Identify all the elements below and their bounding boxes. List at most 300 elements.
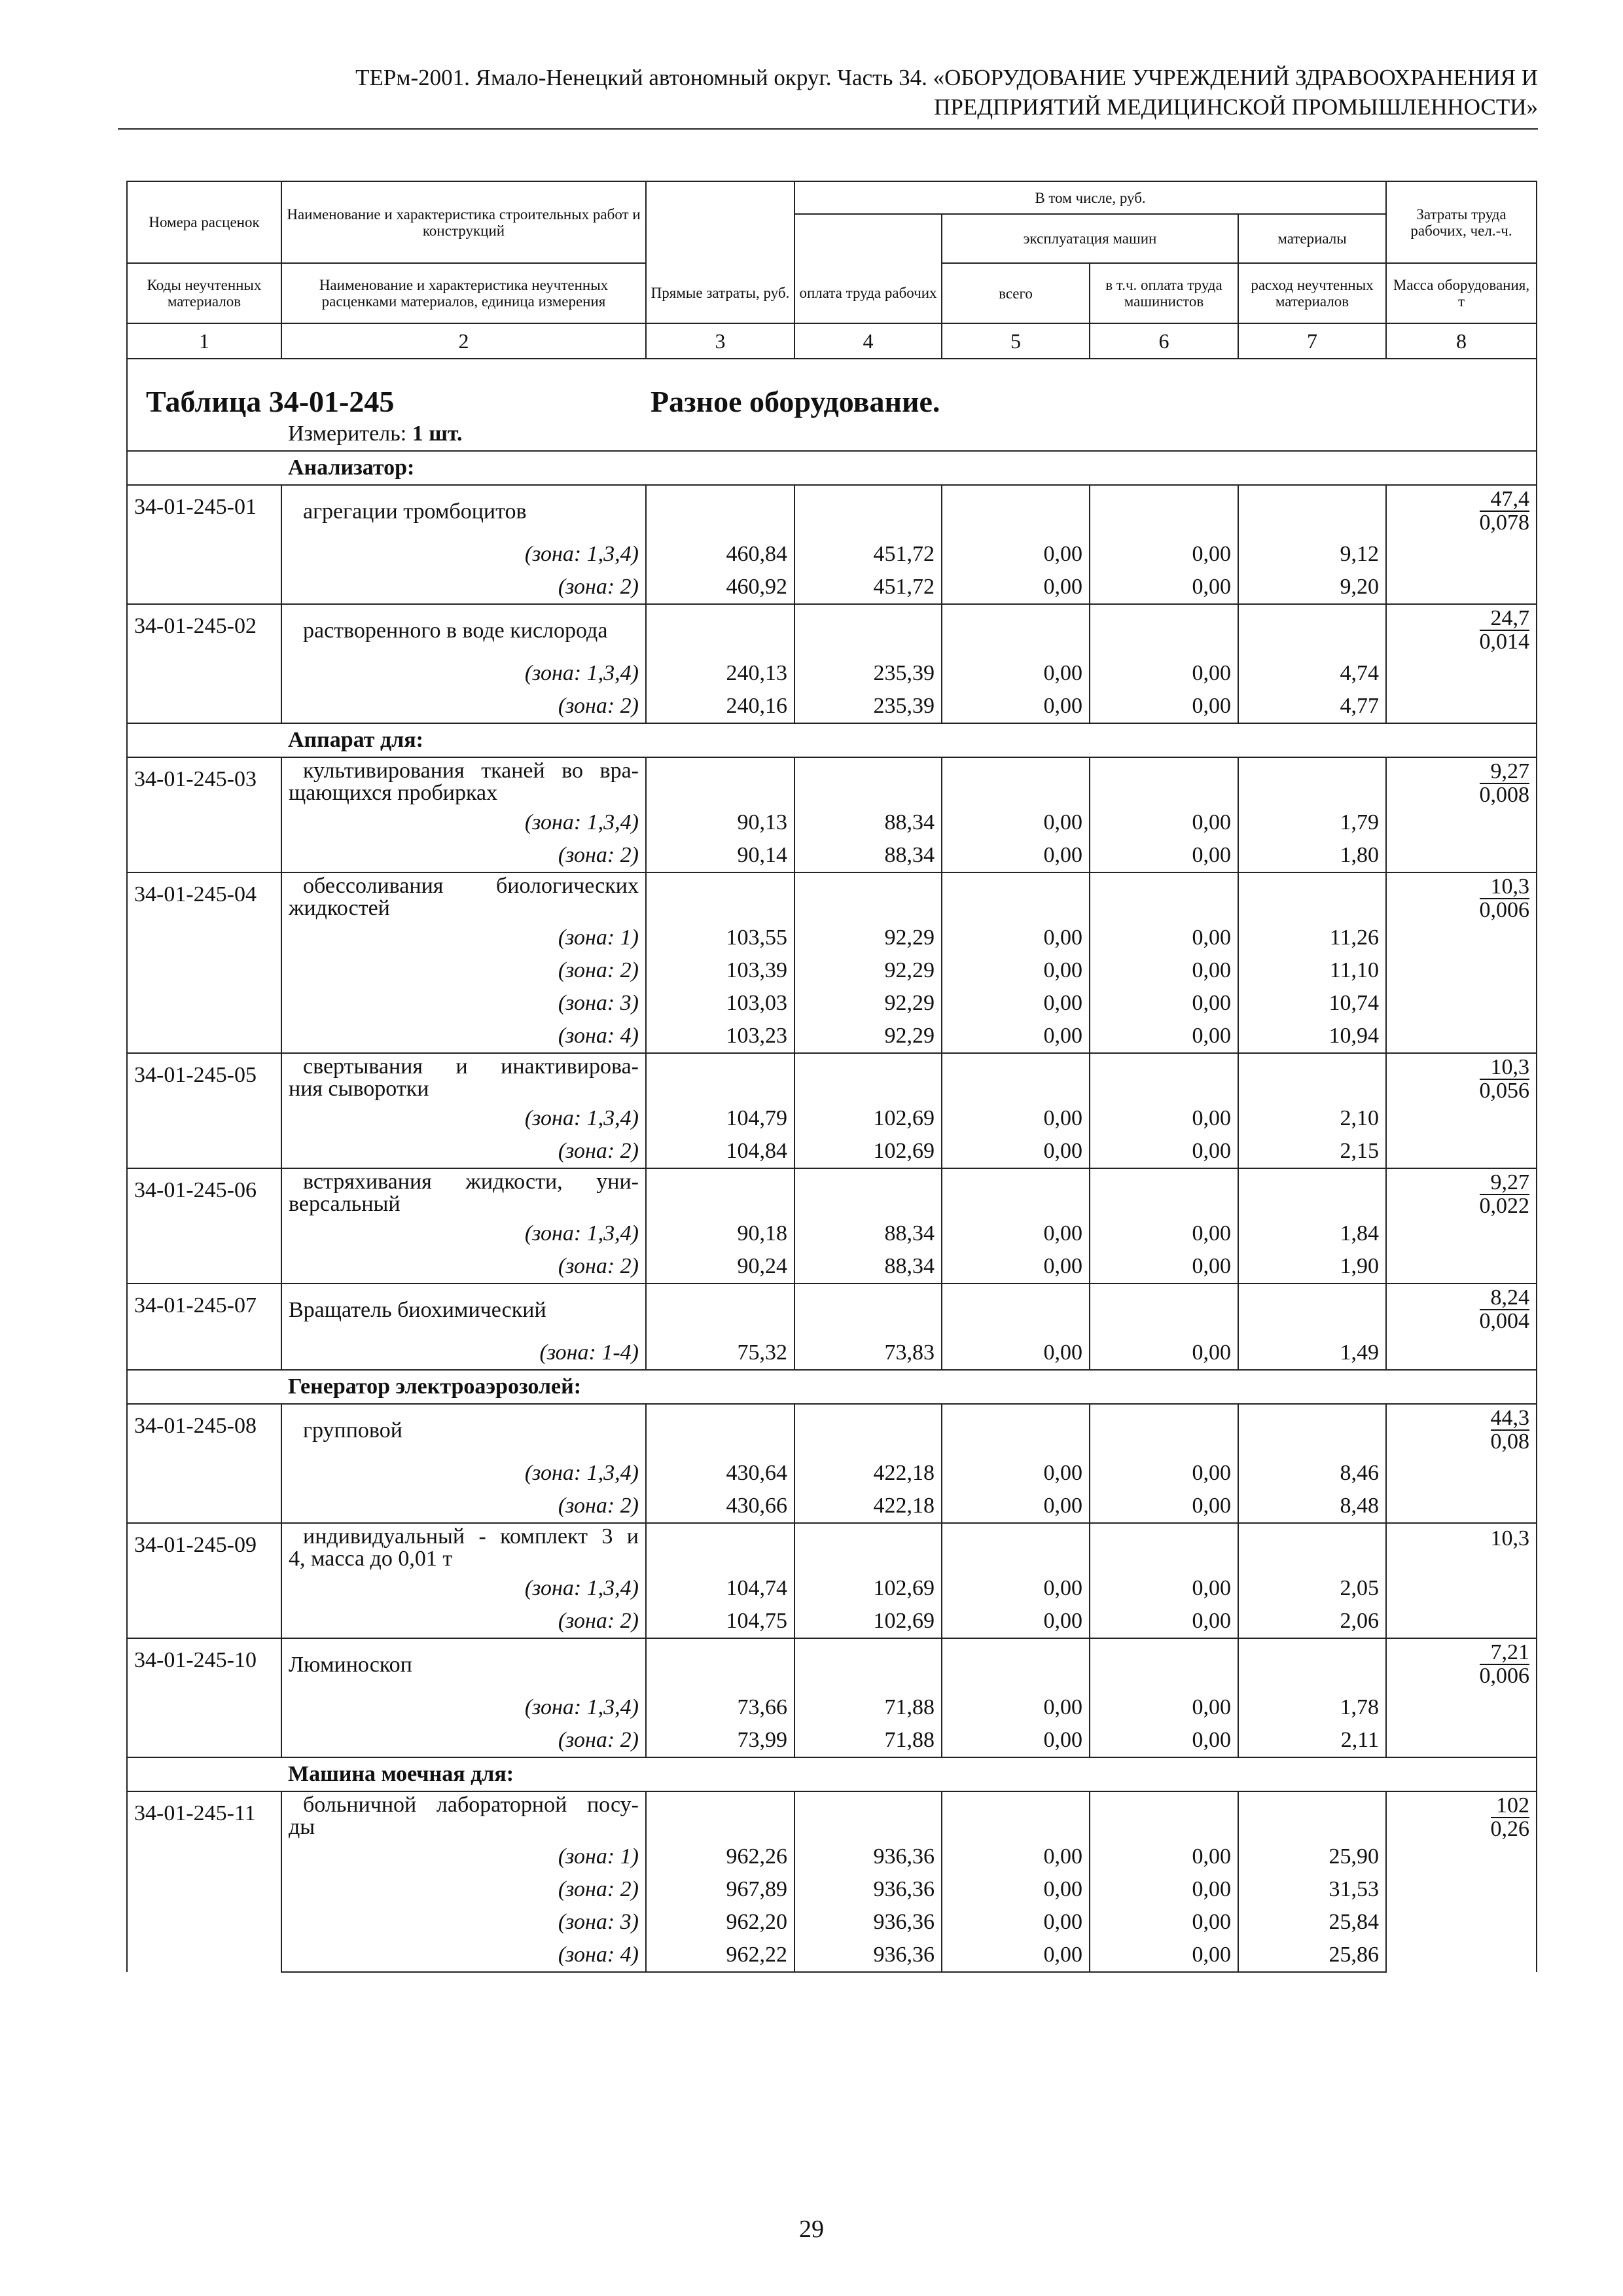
equipment-mass: 0,26	[1490, 1817, 1530, 1841]
value-direct: 90,14	[646, 839, 794, 872]
rate-code: 34-01-245-08	[127, 1404, 281, 1523]
labor-mass-cell	[1386, 1523, 1537, 1638]
value-mat: 9,12	[1238, 538, 1386, 571]
rate-code: 34-01-245-04	[127, 872, 281, 1053]
unit-label: Измеритель:	[288, 422, 407, 446]
value-mach-pay: 0,00	[1090, 690, 1238, 723]
value-direct: 104,84	[646, 1135, 794, 1168]
value-mat: 25,84	[1238, 1906, 1386, 1939]
column-index-cell: 8	[1386, 323, 1537, 359]
zone-row	[127, 987, 1537, 1020]
value-pay: 92,29	[794, 1020, 942, 1053]
zone-row	[127, 922, 1537, 954]
value-pay: 102,69	[794, 1135, 942, 1168]
section-label: Машина моечная для:	[281, 1757, 1537, 1791]
equipment-mass: 0,08	[1490, 1429, 1530, 1454]
labor-mass-cell	[1386, 1638, 1537, 1757]
zone-row	[127, 1873, 1537, 1906]
rates-table-wrapper	[126, 181, 1536, 1973]
value-mach: 0,00	[942, 571, 1090, 604]
rate-name-line: Вращатель биохимический	[289, 1298, 546, 1322]
zone-row	[127, 1217, 1537, 1250]
value-mach: 0,00	[942, 538, 1090, 571]
rate-name	[281, 1053, 646, 1102]
column-index-row	[127, 323, 1537, 359]
value-mat: 8,48	[1238, 1490, 1386, 1523]
rate-code: 34-01-245-05	[127, 1053, 281, 1168]
rate-name	[281, 1168, 646, 1217]
value-direct: 962,26	[646, 1840, 794, 1873]
value-pay: 92,29	[794, 922, 942, 954]
zone-row	[127, 1691, 1537, 1724]
value-direct: 73,99	[646, 1724, 794, 1757]
value-mach: 0,00	[942, 1490, 1090, 1523]
zone-label: (зона: 2)	[281, 839, 646, 872]
equipment-mass: 0,004	[1479, 1309, 1530, 1333]
labor-mass-cell	[1386, 604, 1537, 723]
equipment-mass: 0,014	[1479, 630, 1530, 654]
column-index-cell: 3	[646, 323, 794, 359]
value-mat: 8,46	[1238, 1457, 1386, 1490]
section-label: Генератор электроаэрозолей:	[281, 1370, 1537, 1404]
value-mach-pay: 0,00	[1090, 1336, 1238, 1370]
rate-row	[127, 1283, 1537, 1336]
labor-mass-cell	[1386, 1053, 1537, 1168]
labor-mass-fraction	[1480, 607, 1530, 653]
zone-row	[127, 690, 1537, 723]
equipment-mass: 0,006	[1479, 1664, 1530, 1688]
col-machines-total: всего	[942, 263, 1090, 323]
value-pay: 88,34	[794, 1250, 942, 1283]
value-pay: 88,34	[794, 806, 942, 839]
column-index-cell: 4	[794, 323, 942, 359]
value-mach: 0,00	[942, 1939, 1090, 1972]
value-direct: 240,16	[646, 690, 794, 723]
labor-mass-fraction	[1480, 1172, 1530, 1217]
zone-label: (зона: 2)	[281, 1605, 646, 1638]
value-mach: 0,00	[942, 1336, 1090, 1370]
value-mach-pay: 0,00	[1090, 1490, 1238, 1523]
labor-hours: 10,3	[1490, 1526, 1530, 1551]
zone-row	[127, 1457, 1537, 1490]
labor-mass-fraction	[1491, 1795, 1530, 1840]
value-mach: 0,00	[942, 839, 1090, 872]
labor-hours: 10,3	[1480, 876, 1530, 899]
rate-code: 34-01-245-11	[127, 1791, 281, 1972]
value-mach-pay: 0,00	[1090, 1939, 1238, 1972]
value-direct: 967,89	[646, 1873, 794, 1906]
value-direct: 90,24	[646, 1250, 794, 1283]
value-pay: 235,39	[794, 690, 942, 723]
labor-mass-fraction	[1480, 488, 1530, 534]
value-pay: 102,69	[794, 1572, 942, 1605]
zone-row	[127, 806, 1537, 839]
value-pay: 73,83	[794, 1336, 942, 1370]
col-work-name: Наименование и характеристика строительных работ и конструкций	[281, 181, 646, 263]
value-mach: 0,00	[942, 1217, 1090, 1250]
labor-mass-fraction	[1480, 1641, 1530, 1687]
rate-code: 34-01-245-01	[127, 485, 281, 604]
value-mach: 0,00	[942, 1691, 1090, 1724]
zone-label: (зона: 1,3,4)	[281, 1572, 646, 1605]
page-number: 29	[799, 2215, 824, 2243]
value-mat: 31,53	[1238, 1873, 1386, 1906]
zone-row	[127, 1336, 1537, 1370]
value-mat: 11,10	[1238, 954, 1386, 987]
value-direct: 90,18	[646, 1217, 794, 1250]
rate-name	[281, 1523, 646, 1572]
value-mach-pay: 0,00	[1090, 839, 1238, 872]
table-name: Разное оборудование.	[651, 385, 940, 418]
value-mach-pay: 0,00	[1090, 1020, 1238, 1053]
zone-row	[127, 571, 1537, 604]
unit-row	[127, 418, 1537, 451]
value-direct: 103,55	[646, 922, 794, 954]
zone-row	[127, 1250, 1537, 1283]
table-title: Таблица 34-01-245	[146, 385, 395, 418]
value-pay: 451,72	[794, 538, 942, 571]
zone-row	[127, 1020, 1537, 1053]
zone-label: (зона: 3)	[281, 1906, 646, 1939]
value-direct: 430,66	[646, 1490, 794, 1523]
section-row	[127, 451, 1537, 485]
zone-label: (зона: 1,3,4)	[281, 1691, 646, 1724]
value-mat: 1,49	[1238, 1336, 1386, 1370]
col-labor: Затраты труда рабочих, чел.-ч.	[1386, 181, 1537, 263]
labor-mass-cell	[1386, 1283, 1537, 1370]
value-pay: 936,36	[794, 1906, 942, 1939]
value-mat: 4,77	[1238, 690, 1386, 723]
rate-code: 34-01-245-03	[127, 757, 281, 872]
value-pay: 936,36	[794, 1840, 942, 1873]
value-mach-pay: 0,00	[1090, 1457, 1238, 1490]
value-pay: 422,18	[794, 1457, 942, 1490]
value-mach: 0,00	[942, 1572, 1090, 1605]
equipment-mass: 0,006	[1479, 898, 1530, 922]
rate-row	[127, 485, 1537, 538]
value-direct: 962,20	[646, 1906, 794, 1939]
zone-row	[127, 954, 1537, 987]
rate-name-line: жидкостей	[289, 896, 390, 920]
table-body	[127, 359, 1537, 1972]
zone-label: (зона: 1-4)	[281, 1336, 646, 1370]
labor-hours: 24,7	[1480, 607, 1530, 631]
value-mat: 25,86	[1238, 1939, 1386, 1972]
header-line-2: ПРЕДПРИЯТИЙ МЕДИЦИНСКОЙ ПРОМЫШЛЕННОСТИ»	[934, 94, 1538, 120]
zone-label: (зона: 2)	[281, 1724, 646, 1757]
rate-name-line: версальный	[289, 1192, 401, 1216]
zone-label: (зона: 4)	[281, 1939, 646, 1972]
value-mach-pay: 0,00	[1090, 1102, 1238, 1135]
value-mach: 0,00	[942, 1840, 1090, 1873]
rate-name	[281, 1283, 646, 1336]
zone-row	[127, 1102, 1537, 1135]
rate-name-line: свертывания и инактивирова-	[303, 1054, 639, 1079]
running-header	[118, 63, 1538, 130]
value-mach: 0,00	[942, 1605, 1090, 1638]
value-pay: 88,34	[794, 1217, 942, 1250]
col-machinist-pay: в т.ч. оплата труда машинистов	[1090, 263, 1238, 323]
labor-mass-fraction	[1480, 761, 1530, 806]
value-mat: 25,90	[1238, 1840, 1386, 1873]
col-rate-numbers: Номера расценок	[127, 181, 281, 263]
zone-row	[127, 538, 1537, 571]
rate-code: 34-01-245-06	[127, 1168, 281, 1283]
value-mach: 0,00	[942, 1724, 1090, 1757]
labor-hours: 9,27	[1480, 761, 1530, 784]
labor-hours: 44,3	[1490, 1406, 1530, 1430]
value-mach-pay: 0,00	[1090, 1135, 1238, 1168]
labor-mass-cell	[1386, 485, 1537, 604]
rate-row	[127, 1791, 1537, 1840]
value-pay: 92,29	[794, 954, 942, 987]
value-mach: 0,00	[942, 1020, 1090, 1053]
value-mach-pay: 0,00	[1090, 571, 1238, 604]
value-mat: 1,84	[1238, 1217, 1386, 1250]
zone-row	[127, 657, 1537, 690]
value-mach: 0,00	[942, 1457, 1090, 1490]
rate-name-line: Люминоскоп	[289, 1653, 412, 1677]
value-mat: 2,15	[1238, 1135, 1386, 1168]
value-mach-pay: 0,00	[1090, 806, 1238, 839]
value-pay: 71,88	[794, 1724, 942, 1757]
rate-name	[281, 872, 646, 922]
value-direct: 460,84	[646, 538, 794, 571]
value-mach: 0,00	[942, 1873, 1090, 1906]
labor-hours: 8,24	[1480, 1287, 1530, 1310]
value-direct: 103,39	[646, 954, 794, 987]
value-mach-pay: 0,00	[1090, 987, 1238, 1020]
value-mach-pay: 0,00	[1090, 1572, 1238, 1605]
section-label: Аппарат для:	[281, 723, 1537, 757]
rate-name-line: 4, масса до 0,01 т	[289, 1547, 453, 1571]
equipment-mass: 0,008	[1479, 783, 1530, 807]
value-mach-pay: 0,00	[1090, 1840, 1238, 1873]
column-index-cell: 5	[942, 323, 1090, 359]
value-mach: 0,00	[942, 657, 1090, 690]
rate-code: 34-01-245-07	[127, 1283, 281, 1370]
value-mat: 10,74	[1238, 987, 1386, 1020]
labor-mass-cell	[1386, 1404, 1537, 1523]
column-index-cell: 7	[1238, 323, 1386, 359]
rate-name-line: обессоливания биологических	[303, 874, 639, 898]
labor-hours: 7,21	[1480, 1641, 1530, 1665]
value-mach-pay: 0,00	[1090, 1605, 1238, 1638]
col-worker-pay: оплата труда рабочих	[794, 263, 942, 323]
labor-hours: 102	[1491, 1795, 1530, 1818]
rate-name-line: ды	[289, 1815, 315, 1839]
labor-mass-fraction	[1491, 1528, 1530, 1550]
value-mach: 0,00	[942, 987, 1090, 1020]
rate-name	[281, 604, 646, 657]
rate-name-line: ния сыворотки	[289, 1077, 429, 1101]
col-materials: материалы	[1238, 214, 1386, 263]
value-pay: 88,34	[794, 839, 942, 872]
column-index-cell: 2	[281, 323, 646, 359]
value-direct: 104,74	[646, 1572, 794, 1605]
table-header	[127, 181, 1537, 359]
zone-label: (зона: 3)	[281, 987, 646, 1020]
rate-name-line: агрегации тромбоцитов	[303, 499, 527, 524]
value-mach-pay: 0,00	[1090, 1691, 1238, 1724]
col-mass: Масса оборудования, т	[1386, 263, 1537, 323]
zone-label: (зона: 2)	[281, 1873, 646, 1906]
value-mach: 0,00	[942, 1250, 1090, 1283]
rate-name	[281, 1638, 646, 1691]
value-mat: 1,80	[1238, 839, 1386, 872]
value-pay: 102,69	[794, 1605, 942, 1638]
rate-code: 34-01-245-09	[127, 1523, 281, 1638]
labor-mass-fraction	[1480, 1287, 1530, 1333]
value-mach: 0,00	[942, 1135, 1090, 1168]
zone-row	[127, 1605, 1537, 1638]
rate-row	[127, 757, 1537, 806]
section-row	[127, 723, 1537, 757]
col-incl: В том числе, руб.	[794, 181, 1386, 214]
labor-hours: 10,3	[1480, 1056, 1530, 1080]
zone-label: (зона: 2)	[281, 690, 646, 723]
value-direct: 240,13	[646, 657, 794, 690]
labor-mass-fraction	[1480, 876, 1530, 922]
col-material-name: Наименование и характеристика неучтенных расценками материалов, единица измерения	[281, 263, 646, 323]
rate-name-line: щающихся пробирках	[289, 781, 498, 805]
rate-name	[281, 485, 646, 538]
unit-value: 1 шт.	[412, 422, 463, 446]
rate-row	[127, 1404, 1537, 1457]
value-mach-pay: 0,00	[1090, 1873, 1238, 1906]
rate-row	[127, 604, 1537, 657]
value-mat: 2,11	[1238, 1724, 1386, 1757]
value-mat: 2,10	[1238, 1102, 1386, 1135]
zone-row	[127, 1939, 1537, 1972]
value-mat: 9,20	[1238, 571, 1386, 604]
value-mat: 10,94	[1238, 1020, 1386, 1053]
value-pay: 451,72	[794, 571, 942, 604]
equipment-mass: 0,022	[1479, 1194, 1530, 1218]
equipment-mass: 0,056	[1479, 1079, 1530, 1103]
rate-name-line: групповой	[303, 1418, 402, 1443]
zone-row	[127, 1490, 1537, 1523]
column-index-cell: 1	[127, 323, 281, 359]
col-machines: эксплуатация машин	[942, 214, 1238, 263]
zone-label: (зона: 2)	[281, 1490, 646, 1523]
value-pay: 102,69	[794, 1102, 942, 1135]
rate-name	[281, 1791, 646, 1840]
labor-mass-fraction	[1480, 1056, 1530, 1102]
value-pay: 936,36	[794, 1939, 942, 1972]
value-mat: 1,78	[1238, 1691, 1386, 1724]
zone-label: (зона: 2)	[281, 1135, 646, 1168]
rate-name-line: больничной лабораторной посу-	[303, 1793, 639, 1817]
rate-name	[281, 757, 646, 806]
header-line-1: ТЕРм-2001. Ямало-Ненецкий автономный округ. Часть 34. «ОБОРУДОВАНИЕ УЧРЕЖДЕНИЙ ЗДРАВООХРАНЕНИЯ И	[355, 65, 1538, 90]
value-mat: 4,74	[1238, 657, 1386, 690]
zone-row	[127, 1135, 1537, 1168]
value-pay: 235,39	[794, 657, 942, 690]
value-mach: 0,00	[942, 1102, 1090, 1135]
labor-hours: 47,4	[1480, 488, 1530, 512]
value-pay: 71,88	[794, 1691, 942, 1724]
value-mach: 0,00	[942, 690, 1090, 723]
section-row	[127, 1370, 1537, 1404]
labor-hours: 9,27	[1480, 1172, 1530, 1195]
value-mach: 0,00	[942, 1906, 1090, 1939]
zone-label: (зона: 2)	[281, 954, 646, 987]
value-mach-pay: 0,00	[1090, 1724, 1238, 1757]
zone-label: (зона: 1,3,4)	[281, 657, 646, 690]
section-row	[127, 1757, 1537, 1791]
value-mat: 1,90	[1238, 1250, 1386, 1283]
value-mach-pay: 0,00	[1090, 922, 1238, 954]
value-pay: 936,36	[794, 1873, 942, 1906]
rate-name	[281, 1404, 646, 1457]
zone-label: (зона: 1,3,4)	[281, 806, 646, 839]
value-mach-pay: 0,00	[1090, 1906, 1238, 1939]
value-mach-pay: 0,00	[1090, 538, 1238, 571]
rate-code: 34-01-245-02	[127, 604, 281, 723]
rate-name-line: индивидуальный - комплект 3 и	[303, 1524, 639, 1549]
value-mach-pay: 0,00	[1090, 657, 1238, 690]
value-direct: 104,75	[646, 1605, 794, 1638]
zone-row	[127, 1724, 1537, 1757]
value-mat: 2,06	[1238, 1605, 1386, 1638]
rate-name-line: встряхивания жидкости, уни-	[303, 1170, 639, 1194]
value-direct: 104,79	[646, 1102, 794, 1135]
rate-row	[127, 1638, 1537, 1691]
table-title-row	[127, 359, 1537, 418]
rate-row	[127, 1523, 1537, 1572]
rates-table	[126, 181, 1537, 1973]
rate-row	[127, 1168, 1537, 1217]
zone-label: (зона: 2)	[281, 571, 646, 604]
zone-row	[127, 839, 1537, 872]
zone-label: (зона: 1)	[281, 922, 646, 954]
value-direct: 75,32	[646, 1336, 794, 1370]
labor-mass-cell	[1386, 1168, 1537, 1283]
zone-label: (зона: 2)	[281, 1250, 646, 1283]
zone-label: (зона: 1,3,4)	[281, 1217, 646, 1250]
value-direct: 90,13	[646, 806, 794, 839]
labor-mass-cell	[1386, 757, 1537, 872]
zone-label: (зона: 1,3,4)	[281, 1102, 646, 1135]
col-material-consumption: расход неучтенных материалов	[1238, 263, 1386, 323]
equipment-mass: 0,078	[1479, 511, 1530, 535]
value-mat: 2,05	[1238, 1572, 1386, 1605]
section-label: Анализатор:	[281, 451, 1537, 485]
value-direct: 962,22	[646, 1939, 794, 1972]
labor-mass-cell	[1386, 872, 1537, 1053]
value-mach-pay: 0,00	[1090, 954, 1238, 987]
rate-code: 34-01-245-10	[127, 1638, 281, 1757]
value-direct: 103,23	[646, 1020, 794, 1053]
rate-row	[127, 872, 1537, 922]
zone-label: (зона: 1)	[281, 1840, 646, 1873]
zone-row	[127, 1572, 1537, 1605]
value-mach: 0,00	[942, 806, 1090, 839]
rate-row	[127, 1053, 1537, 1102]
value-direct: 103,03	[646, 987, 794, 1020]
value-mach-pay: 0,00	[1090, 1217, 1238, 1250]
labor-mass-fraction	[1491, 1407, 1530, 1453]
value-pay: 422,18	[794, 1490, 942, 1523]
zone-row	[127, 1840, 1537, 1873]
value-direct: 460,92	[646, 571, 794, 604]
zone-label: (зона: 4)	[281, 1020, 646, 1053]
labor-mass-cell	[1386, 1791, 1537, 1972]
rate-name-line: растворенного в воде кислорода	[303, 619, 608, 643]
zone-row	[127, 1906, 1537, 1939]
value-mach: 0,00	[942, 954, 1090, 987]
